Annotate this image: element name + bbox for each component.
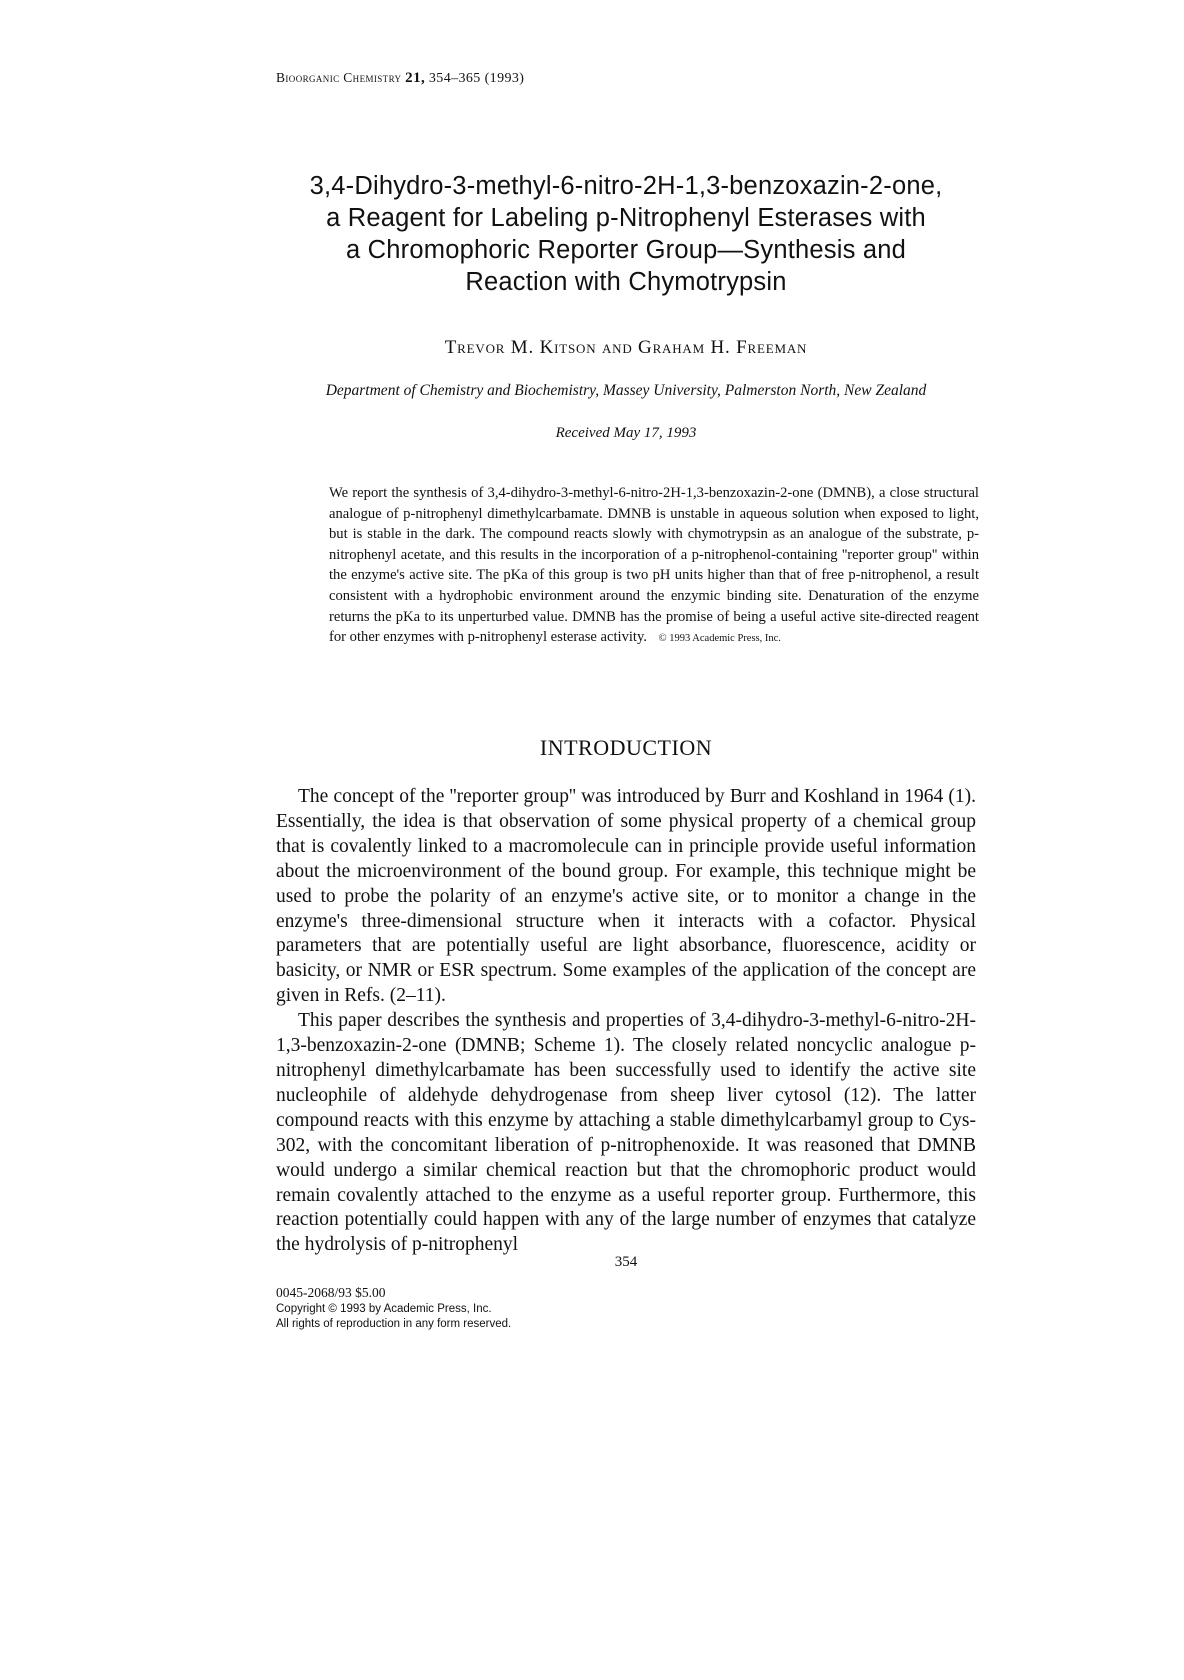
journal-pages: 354–365 (1993) — [428, 71, 525, 86]
title-line-2: a Reagent for Labeling p-Nitrophenyl Esterases with — [326, 204, 926, 232]
abstract — [329, 483, 979, 650]
footer-article-code: 0045-2068/93 $5.00 — [276, 1285, 386, 1300]
body-paragraph-1: The concept of the ''reporter group'' was introduced by Burr and Koshland in 1964 (1). Essentially, the idea is that observation of some physical property of a chemical group that is covalently linked to a macromolecule can in principle provide useful information about the microenvironment of the bound group. For example, this technique might be used to probe the polarity of an enzyme's active site, or to monitor a change in the enzyme's three-dimensional structure when it interacts with a cofactor. Physical parameters that are potentially useful are light absorbance, fluorescence, acidity or basicity, or NMR or ESR spectrum. Some examples of the application of the concept are given in Refs. (2–11). — [276, 786, 976, 1007]
journal-citation — [276, 70, 524, 87]
article-title — [276, 170, 976, 298]
received-date: Received May 17, 1993 — [555, 425, 697, 441]
footer-copyright: Copyright © 1993 by Academic Press, Inc. — [276, 1303, 492, 1315]
abstract-copyright: © 1993 Academic Press, Inc. — [658, 633, 781, 645]
page-number: 354 — [614, 1254, 638, 1270]
section-heading-introduction: INTRODUCTION — [539, 735, 713, 760]
author-affiliation: Department of Chemistry and Biochemistry, Massey University, Palmerston North, New Zealand — [325, 382, 927, 399]
abstract-text: We report the synthesis of 3,4-dihydro-3-methyl-6-nitro-2H-1,3-benzoxazin-2-one (DMNB), a close structural analogue of p-nitrophenyl dimethylcarbamate. DMNB is unstable in aqueous solution when exposed to light, but is stable in the dark. The compound reacts slowly with chymotrypsin as an analogue of the substrate, p-nitrophenyl acetate, and this results in the incorporation of a p-nitrophenol-containing ''reporter group'' within the enzyme's active site. The pKa of this group is two pH units higher than that of free p-nitrophenol, a result consistent with a hydrophobic environment around the enzymic binding site. Denaturation of the enzyme returns the pKa to its unperturbed value. DMNB has the promise of being a useful active site-directed reagent for other enzymes with p-nitrophenyl esterase activity. — [329, 485, 979, 646]
article-authors: Trevor M. Kitson and Graham H. Freeman — [444, 337, 808, 358]
title-line-1: 3,4-Dihydro-3-methyl-6-nitro-2H-1,3-benzoxazin-2-one, — [309, 172, 943, 200]
page-footer — [276, 1283, 511, 1332]
footer-rights: All rights of reproduction in any form reserved. — [276, 1318, 512, 1330]
title-line-3: a Chromophoric Reporter Group—Synthesis and — [346, 236, 906, 264]
body-paragraph-2: This paper describes the synthesis and properties of 3,4-dihydro-3-methyl-6-nitro-2H-1,3-benzoxazin-2-one (DMNB; Scheme 1). The closely related noncyclic analogue p-nitrophenyl dimethylcarbamate has been successfully used to identify the active site nucleophile of aldehyde dehydrogenase from sheep liver cytosol (12). The latter compound reacts with this enzyme by attaching a stable dimethylcarbamyl group to Cys-302, with the concomitant liberation of p-nitrophenoxide. It was reasoned that DMNB would undergo a similar chemical reaction but that the chromophoric product would remain covalently attached to the enzyme as a useful reporter group. Furthermore, this reaction potentially could happen with any of the large number of enzymes that catalyze the hydrolysis of p-nitrophenyl — [276, 1010, 976, 1256]
title-line-4: Reaction with Chymotrypsin — [465, 268, 787, 296]
journal-name: Bioorganic Chemistry — [276, 70, 402, 85]
journal-volume: 21, — [405, 70, 426, 86]
introduction-body — [276, 785, 976, 1258]
